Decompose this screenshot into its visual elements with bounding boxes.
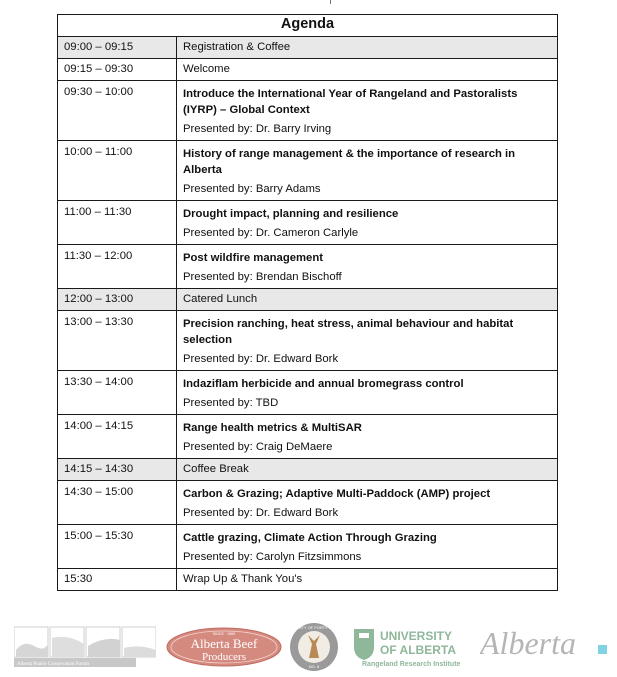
session-presenter: Presented by: TBD xyxy=(183,397,279,409)
session-time: 13:30 – 14:00 xyxy=(58,371,177,415)
agenda-table xyxy=(57,14,558,591)
session-presenter: Presented by: Dr. Edward Bork xyxy=(183,353,339,365)
session-topic: Introduce the International Year of Rangeland and Pastoralists (IYRP) – Global Context xyxy=(183,88,518,116)
agenda-row xyxy=(58,481,558,525)
alberta-government-logo xyxy=(480,624,610,664)
session-topic: Post wildfire management xyxy=(183,252,323,264)
session-topic: Carbon & Grazing; Adaptive Multi-Paddock (AMP) project xyxy=(183,488,491,500)
session-topic: Indaziflam herbicide and annual bromegrass control xyxy=(183,378,464,390)
agenda-row xyxy=(58,569,558,591)
abp-line2: Producers xyxy=(202,651,246,663)
session-time: 14:00 – 14:15 xyxy=(58,415,177,459)
session-topic: Cattle grazing, Climate Action Through Grazing xyxy=(183,532,437,544)
apcf-logo xyxy=(14,626,156,668)
agenda-break-row xyxy=(58,459,558,481)
session-description: Registration & Coffee xyxy=(177,37,558,59)
session-description xyxy=(177,371,558,415)
session-time: 10:00 – 11:00 xyxy=(58,141,177,201)
session-time: 11:00 – 11:30 xyxy=(58,201,177,245)
abp-since: SINCE · 1969 xyxy=(212,632,236,636)
session-description xyxy=(177,81,558,141)
cfm-ring: COUNTY OF FORTY MILE xyxy=(289,625,339,630)
session-time: 09:00 – 09:15 xyxy=(58,37,177,59)
session-description xyxy=(177,141,558,201)
session-time: 14:30 – 15:00 xyxy=(58,481,177,525)
agenda-break-row xyxy=(58,289,558,311)
agenda-row xyxy=(58,415,558,459)
session-description xyxy=(177,525,558,569)
abp-logo xyxy=(166,627,282,667)
agenda-title: Agenda xyxy=(58,15,558,37)
agenda-row xyxy=(58,311,558,371)
agenda-row xyxy=(58,245,558,289)
session-presenter: Presented by: Dr. Cameron Carlyle xyxy=(183,227,359,239)
session-time: 13:00 – 13:30 xyxy=(58,311,177,371)
abp-line1: Alberta Beef xyxy=(190,636,258,651)
ua-sub: Rangeland Research Institute xyxy=(362,661,461,668)
session-topic: Drought impact, planning and resilience xyxy=(183,208,399,220)
session-description xyxy=(177,201,558,245)
session-presenter: Presented by: Brendan Bischoff xyxy=(183,271,342,283)
session-description xyxy=(177,311,558,371)
session-presenter: Presented by: Carolyn Fitzsimmons xyxy=(183,551,362,563)
session-time: 14:15 – 14:30 xyxy=(58,459,177,481)
university-of-alberta-logo xyxy=(352,625,472,669)
agenda-row xyxy=(58,525,558,569)
session-time: 15:30 xyxy=(58,569,177,591)
session-description xyxy=(177,415,558,459)
agenda-row xyxy=(58,141,558,201)
sponsor-logos xyxy=(0,622,617,672)
session-description xyxy=(177,245,558,289)
cfm-no: NO. 8 xyxy=(308,664,320,669)
session-description xyxy=(177,481,558,525)
agenda-row xyxy=(58,81,558,141)
session-time: 09:15 – 09:30 xyxy=(58,59,177,81)
session-time: 12:00 – 13:00 xyxy=(58,289,177,311)
session-presenter: Presented by: Dr. Edward Bork xyxy=(183,507,339,519)
agenda-row xyxy=(58,371,558,415)
session-topic: Range health metrics & MultiSAR xyxy=(183,422,362,434)
top-mark xyxy=(330,0,331,4)
ab-wordmark: Alberta xyxy=(480,625,576,661)
agenda-body xyxy=(58,37,558,591)
agenda-row xyxy=(58,59,558,81)
session-presenter: Presented by: Dr. Barry Irving xyxy=(183,123,332,135)
ua-line1: UNIVERSITY xyxy=(380,629,453,643)
county-forty-mile-logo xyxy=(287,622,341,672)
session-time: 09:30 – 10:00 xyxy=(58,81,177,141)
session-topic: History of range management & the importance of research in Alberta xyxy=(183,148,516,176)
apcf-logo-text: Alberta Prairie Conservation Forum xyxy=(17,662,90,667)
session-time: 11:30 – 12:00 xyxy=(58,245,177,289)
session-presenter: Presented by: Craig DeMaere xyxy=(183,441,333,453)
session-description: Coffee Break xyxy=(177,459,558,481)
session-description: Wrap Up & Thank You's xyxy=(177,569,558,591)
agenda-row xyxy=(58,201,558,245)
ua-line2: OF ALBERTA xyxy=(380,643,456,657)
agenda-break-row xyxy=(58,37,558,59)
session-time: 15:00 – 15:30 xyxy=(58,525,177,569)
session-description: Welcome xyxy=(177,59,558,81)
session-description: Catered Lunch xyxy=(177,289,558,311)
session-topic: Precision ranching, heat stress, animal behaviour and habitat selection xyxy=(183,318,514,346)
session-presenter: Presented by: Barry Adams xyxy=(183,183,321,195)
